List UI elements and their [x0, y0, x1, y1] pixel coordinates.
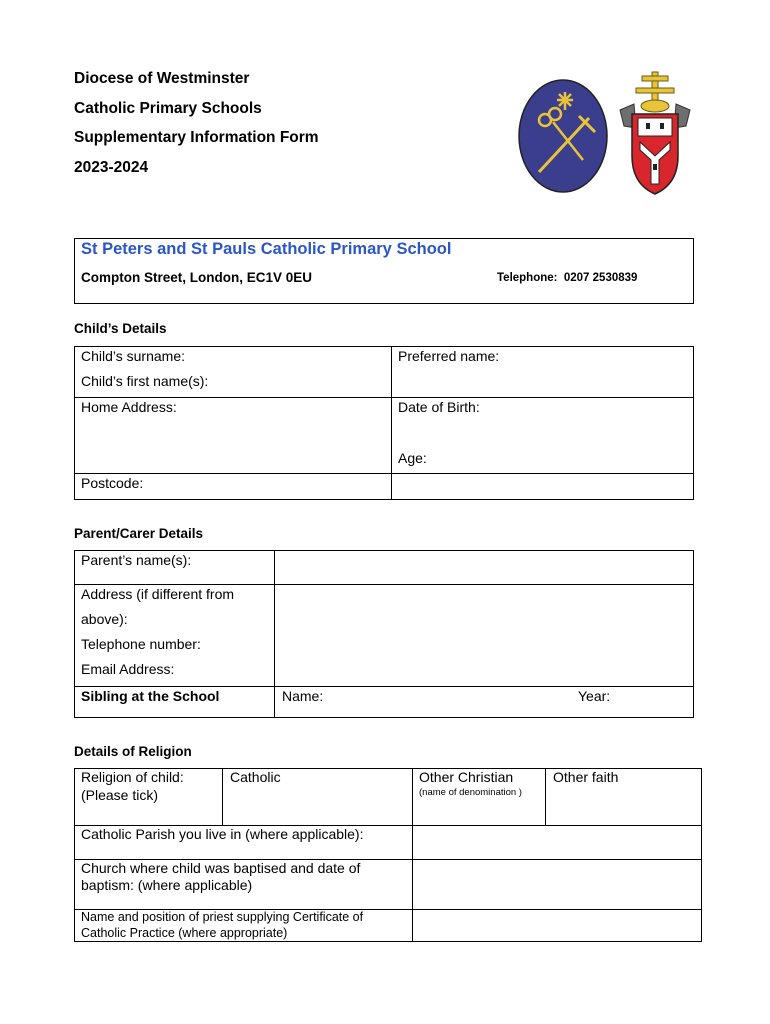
parent-email-label: Email Address:	[81, 661, 175, 677]
catholic-parish-label: Catholic Parish you live in (where applicable):	[81, 826, 364, 842]
header-form-title: Supplementary Information Form	[74, 129, 319, 146]
parents-names-label: Parent’s name(s):	[81, 552, 192, 568]
header-year: 2023-2024	[74, 159, 149, 176]
parent-address-label-2: above):	[81, 611, 128, 627]
denomination-hint: (name of denomination )	[419, 787, 522, 798]
diocese-oval-crest-logo	[517, 78, 609, 194]
catholic-option: Catholic	[230, 769, 281, 785]
please-tick-label: (Please tick)	[81, 787, 159, 803]
header-schools: Catholic Primary Schools	[74, 100, 262, 117]
sibling-year-label: Year:	[578, 688, 611, 704]
child-first-names-label: Child’s first name(s):	[81, 373, 209, 389]
priest-certificate-label-1: Name and position of priest supplying Certificate of	[81, 910, 364, 924]
school-address: Compton Street, London, EC1V 0EU	[81, 270, 313, 285]
postcode-label: Postcode:	[81, 475, 144, 491]
priest-certificate-label-2: Catholic Practice (where appropriate)	[81, 926, 288, 940]
sibling-name-label: Name:	[282, 688, 324, 704]
other-christian-option: Other Christian	[419, 769, 514, 785]
baptism-church-label-1: Church where child was baptised and date of	[81, 860, 361, 876]
parent-details-title: Parent/Carer Details	[74, 526, 204, 541]
preferred-name-label: Preferred name:	[398, 348, 500, 364]
date-of-birth-label: Date of Birth:	[398, 399, 480, 415]
child-surname-label: Child’s surname:	[81, 348, 186, 364]
child-details-table	[74, 346, 694, 500]
diocese-heraldic-crest-logo	[614, 68, 696, 200]
religion-of-child-label: Religion of child:	[81, 769, 184, 785]
school-name: St Peters and St Pauls Catholic Primary School	[81, 240, 452, 258]
parent-telephone-label: Telephone number:	[81, 636, 201, 652]
child-details-title: Child’s Details	[74, 321, 167, 336]
sibling-label: Sibling at the School	[81, 688, 220, 704]
home-address-label: Home Address:	[81, 399, 177, 415]
baptism-church-label-2: baptism: (where applicable)	[81, 877, 253, 893]
header-diocese: Diocese of Westminster	[74, 70, 250, 87]
parent-address-label-1: Address (if different from	[81, 586, 235, 602]
school-telephone: Telephone: 0207 2530839	[497, 272, 638, 284]
age-label: Age:	[398, 450, 427, 466]
other-faith-option: Other faith	[553, 769, 619, 785]
religion-title: Details of Religion	[74, 744, 192, 759]
